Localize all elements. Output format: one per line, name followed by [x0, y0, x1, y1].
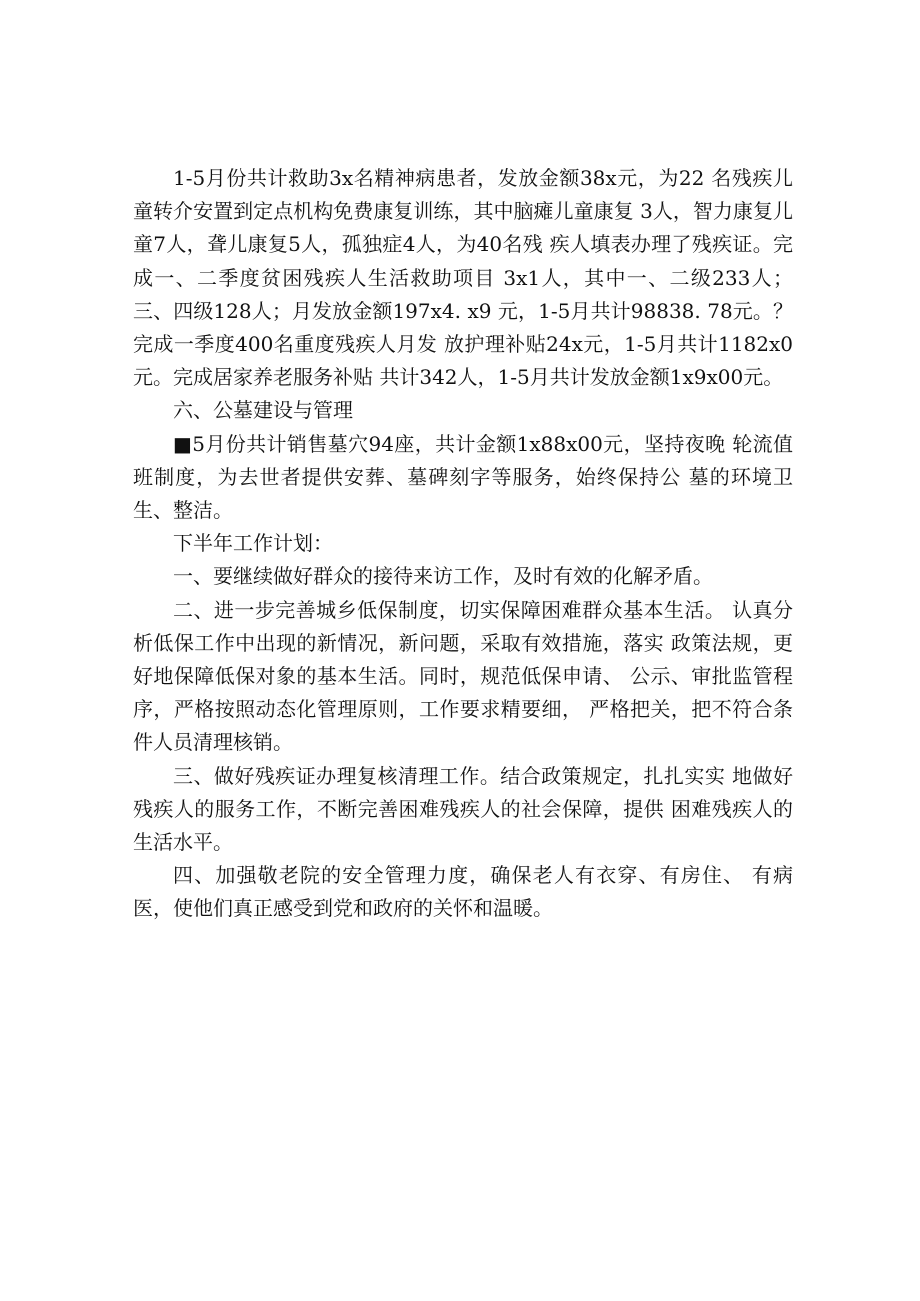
plan-item-1: 一、要继续做好群众的接待来访工作，及时有效的化解矛盾。 — [173, 564, 713, 589]
section-heading-cemetery: 六、公墓建设与管理 — [173, 398, 353, 423]
paragraph-relief-summary: 1-5月份共计救助3x名精神病患者，发放金额38x元，为22 名残疾儿童转介安置到定点机构免费康复训练，其中脑瘫儿童康复 3人，智力康复儿童7人，聋儿康复5人，孤独症4人，为40名残 疾人填表办理了残疾证。完成一、二季度贫困残疾人生活救助项目 3x1人，其中一、二级233人；三、四级128人；月发放金额197x4. x9 元，1-5月共计98838. 78元。？完成一季度400名重度残疾人月发 放护理补贴24x元，1-5月共计1182x0元。完成居家养老服务补贴 共计342人，1-5月共计发放金额1x9x00元。 — [133, 166, 793, 390]
plan-item-3: 三、做好残疾证办理复核清理工作。结合政策规定，扎扎实实 地做好残疾人的服务工作，不断完善困难残疾人的社会保障，提供 困难残疾人的生活水平。 — [133, 763, 793, 855]
plan-item-4: 四、加强敬老院的安全管理力度，确保老人有衣穿、有房住、 有病医，使他们真正感受到党和政府的关怀和温暖。 — [133, 863, 793, 921]
section-heading-plan: 下半年工作计划： — [173, 531, 333, 556]
document-body — [133, 162, 793, 926]
paragraph-cemetery: ■5月份共计销售墓穴94座，共计金额1x88x00元，坚持夜晚 轮流值班制度，为去世者提供安葬、墓碑刻字等服务，始终保持公 墓的环境卫生、整洁。 — [133, 431, 793, 523]
plan-item-2: 二、进一步完善城乡低保制度，切实保障困难群众基本生活。 认真分析低保工作中出现的新情况，新问题，采取有效措施，落实 政策法规，更好地保障低保对象的基本生活。同时，规范低保申请、 公示、审批监管程序，严格按照动态化管理原则，工作要求精要细， 严格把关，把不符合条件人员清理核销。 — [133, 597, 793, 755]
